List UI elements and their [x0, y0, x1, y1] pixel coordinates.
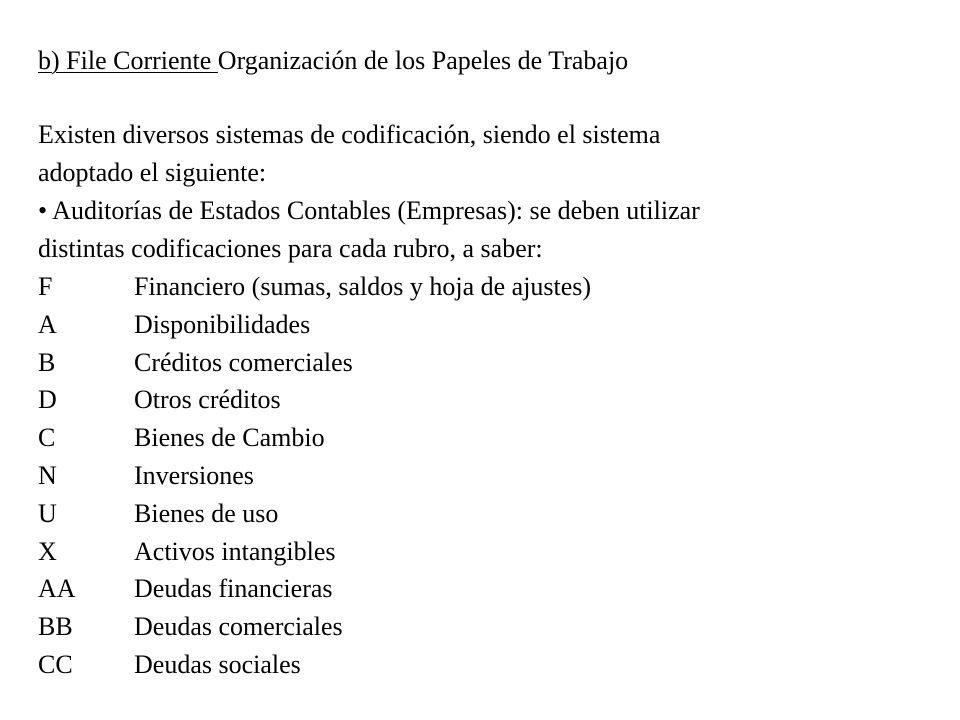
code-letter: CC [38, 649, 73, 679]
code-letter: C [38, 423, 56, 453]
bullet-marker: • [38, 196, 48, 225]
code-description: Deudas financieras [134, 574, 333, 604]
code-list-item [38, 533, 938, 571]
code-list-item [38, 495, 938, 533]
code-list-item [38, 268, 938, 306]
code-letter: F [38, 272, 53, 301]
code-description: Disponibilidades [134, 309, 311, 339]
slide-content [38, 42, 938, 684]
code-list-item [38, 457, 938, 495]
intro-line-2: adoptado el siguiente: [38, 158, 267, 187]
code-letter: A [38, 309, 57, 339]
code-list-item [38, 419, 938, 457]
code-description: Bienes de Cambio [134, 423, 325, 453]
bullet-line-1 [38, 192, 938, 230]
code-description: Deudas sociales [134, 649, 301, 679]
code-list-item [38, 608, 938, 646]
code-letter: B [38, 347, 56, 377]
code-list-item [38, 306, 938, 344]
code-list-item [38, 344, 938, 382]
code-letter: BB [38, 612, 73, 642]
intro-line-1: Existen diversos sistemas de codificación, siendo el sistema [38, 120, 661, 149]
code-list-item [38, 646, 938, 684]
code-description: Otros créditos [134, 385, 281, 415]
code-description: Deudas comerciales [134, 612, 343, 642]
bullet-paragraph [38, 192, 938, 268]
code-description: Inversiones [134, 460, 254, 490]
code-letter: U [38, 498, 57, 528]
code-description: Activos intangibles [134, 536, 336, 566]
code-list [38, 268, 938, 684]
section-heading [38, 42, 938, 80]
bullet-line-2: distintas codificaciones para cada rubro, a saber: [38, 234, 543, 263]
bullet-text-1: Auditorías de Estados Contables (Empresas): se deben utilizar [47, 196, 700, 225]
code-letter: N [38, 460, 57, 490]
code-letter: X [38, 536, 57, 566]
code-letter: D [38, 385, 57, 415]
code-letter: AA [38, 574, 76, 604]
code-description: Financiero (sumas, saldos y hoja de ajustes) [134, 272, 592, 301]
code-description: Créditos comerciales [134, 347, 353, 377]
heading-underlined-label: b) File Corriente [38, 46, 218, 75]
heading-title: Organización de los Papeles de Trabajo [217, 46, 629, 75]
code-list-item [38, 381, 938, 419]
code-description: Bienes de uso [134, 498, 279, 528]
intro-paragraph [38, 116, 938, 192]
code-list-item [38, 570, 938, 608]
